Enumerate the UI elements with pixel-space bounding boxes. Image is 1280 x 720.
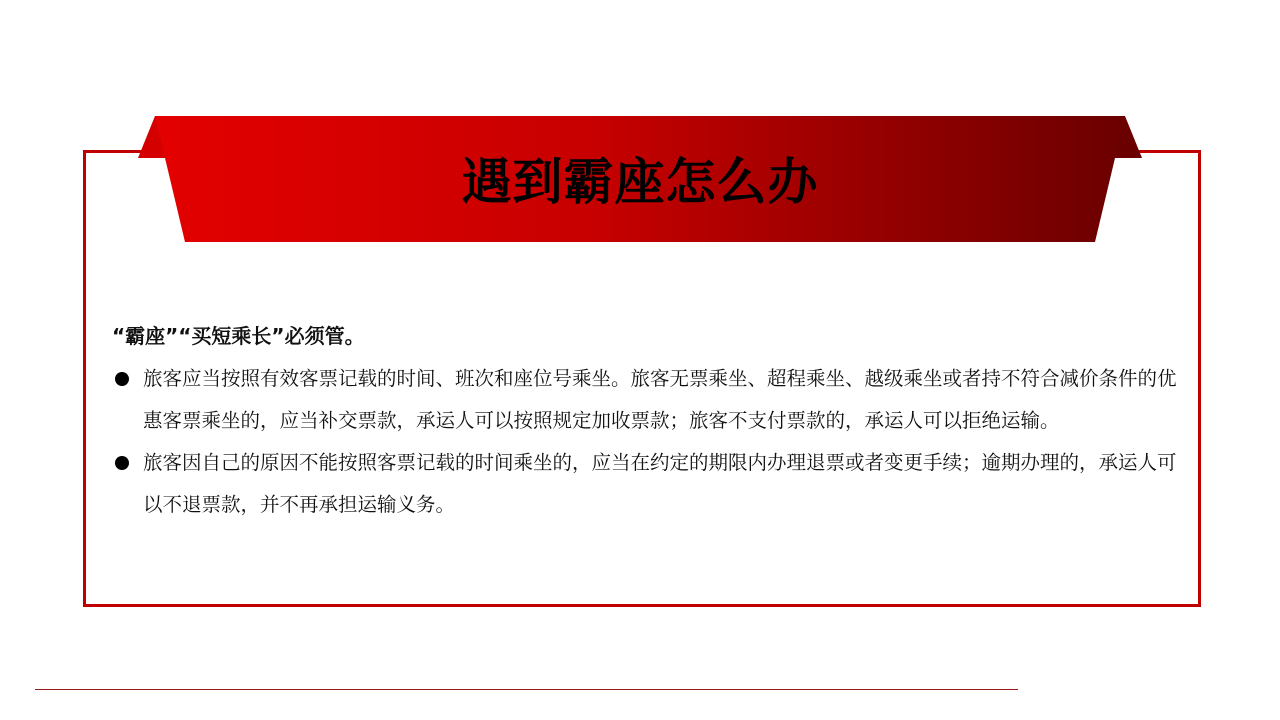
bullet-text: 旅客应当按照有效客票记载的时间、班次和座位号乘坐。旅客无票乘坐、超程乘坐、越级乘坐或者持不符合减价条件的优惠客票乘坐的，应当补交票款，承运人可以按照规定加收票款；旅客不支付票款的，承运人可以拒绝运输。 (143, 367, 1177, 432)
bullet-dot-icon (115, 456, 129, 470)
bullet-list (112, 358, 1192, 526)
list-item (112, 358, 1192, 442)
content-body (112, 318, 1192, 526)
bullet-dot-icon (115, 372, 129, 386)
bullet-text: 旅客因自己的原因不能按照客票记载的时间乘坐的，应当在约定的期限内办理退票或者变更手续；逾期办理的，承运人可以不退票款，并不再承担运输义务。 (143, 451, 1177, 516)
bottom-divider (35, 689, 1018, 690)
list-item (112, 442, 1192, 526)
title-ribbon (0, 0, 1280, 260)
page-title: 遇到霸座怎么办 (461, 153, 819, 211)
subhead: “霸座”“买短乘长”必须管。 (112, 324, 365, 348)
